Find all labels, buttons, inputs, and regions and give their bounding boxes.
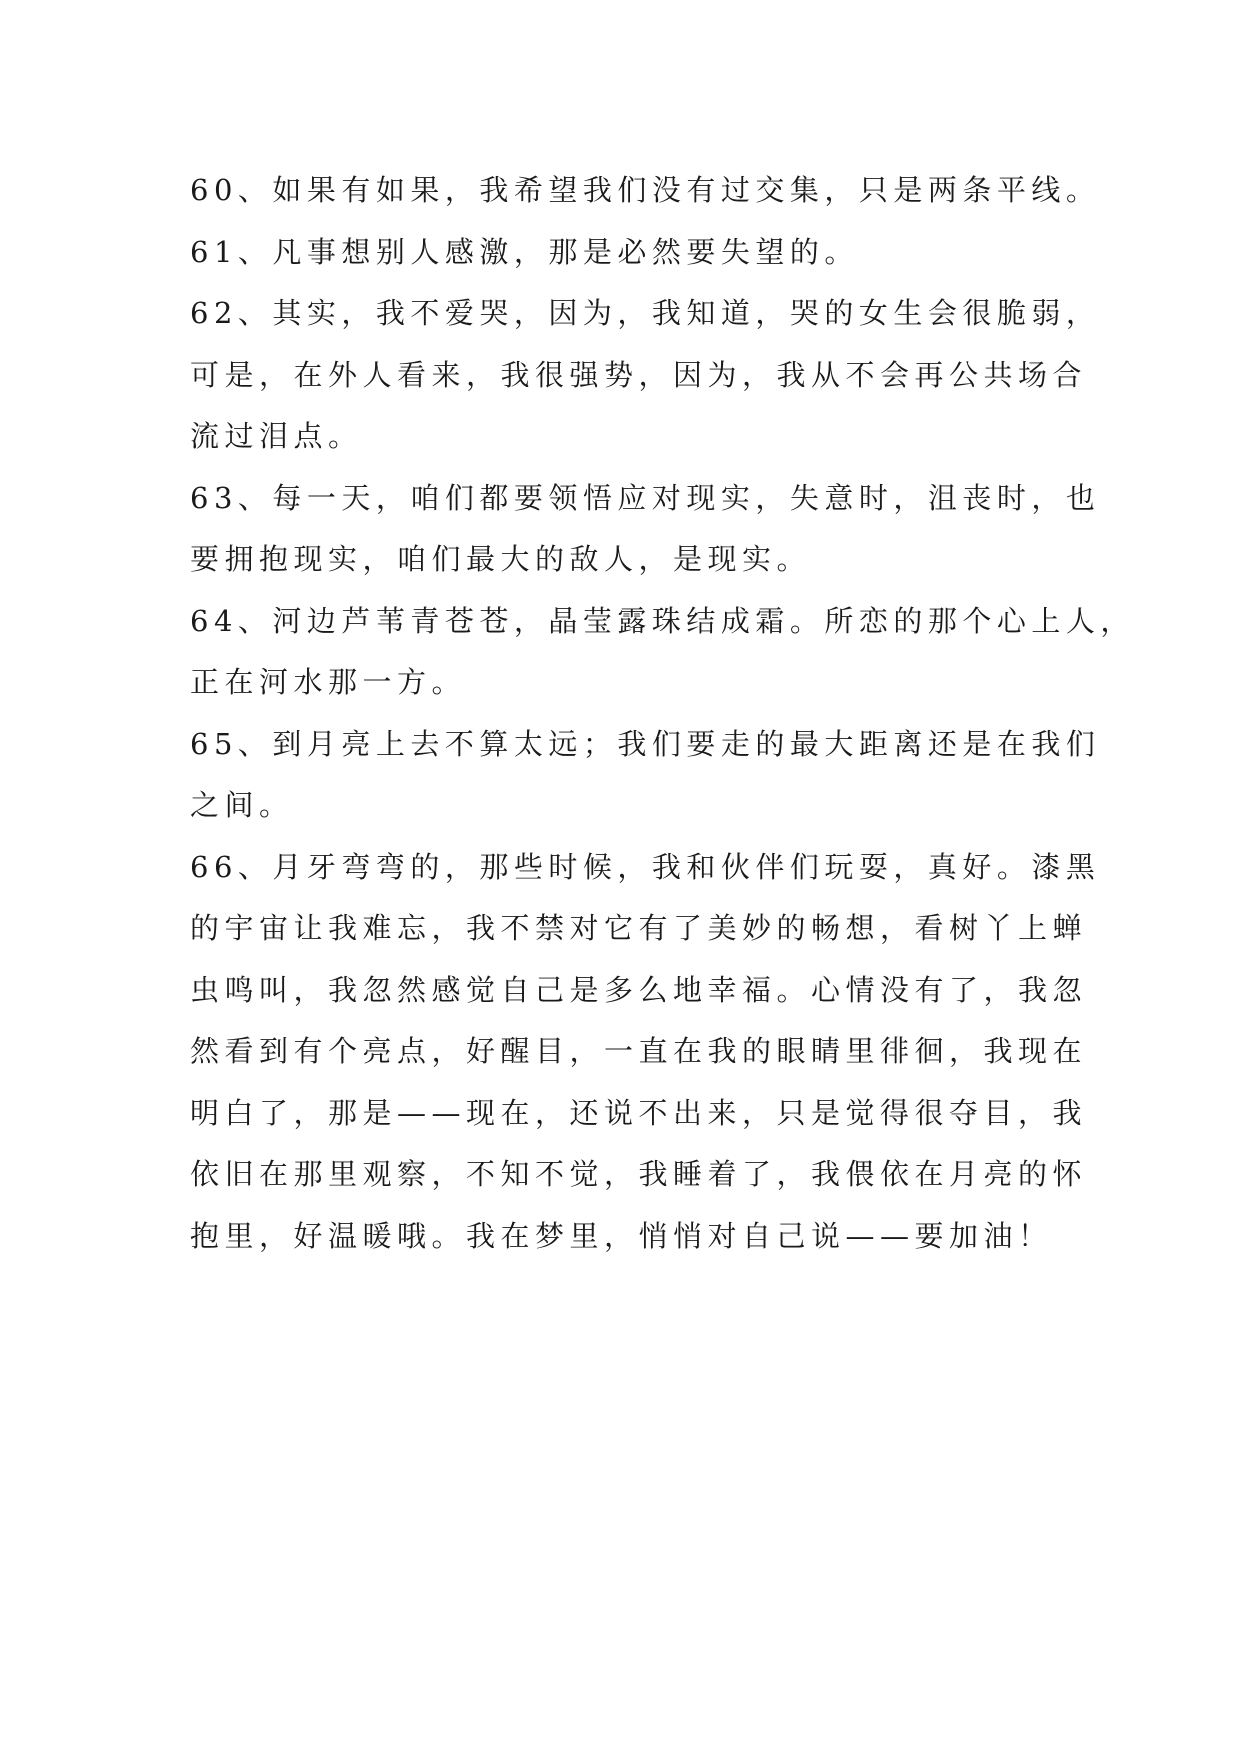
text-line-quote-63-part-1: 63、每一天，咱们都要领悟应对现实，失意时，沮丧时，也 bbox=[190, 480, 1101, 515]
text-line-quote-63-part-2: 要拥抱现实，咱们最大的敌人，是现实。 bbox=[190, 542, 812, 576]
text-line-quote-66-part-4: 然看到有个亮点，好醒目，一直在我的眼睛里徘徊，我现在 bbox=[190, 1034, 1088, 1068]
text-line-quote-66-part-1: 66、月牙弯弯的，那些时候，我和伙伴们玩耍，真好。漆黑 bbox=[190, 849, 1101, 884]
text-line-quote-62-part-1: 62、其实，我不爱哭，因为，我知道，哭的女生会很脆弱， bbox=[190, 296, 1101, 330]
text-line-quote-64-part-2: 正在河水那一方。 bbox=[190, 665, 467, 699]
text-line-quote-65-part-1: 65、到月亮上去不算太远；我们要走的最大距离还是在我们 bbox=[190, 726, 1101, 761]
text-line-quote-66-part-5: 明白了，那是——现在，还说不出来，只是觉得很夺目，我 bbox=[190, 1095, 1088, 1130]
text-line-quote-62-part-2: 可是，在外人看来，我很强势，因为，我从不会再公共场合 bbox=[190, 357, 1088, 392]
text-line-quote-66-part-6: 依旧在那里观察，不知不觉，我睡着了，我偎依在月亮的怀 bbox=[190, 1157, 1088, 1191]
text-line-quote-62-part-3: 流过泪点。 bbox=[190, 419, 363, 453]
quote-text-block bbox=[190, 160, 1135, 1267]
text-line-quote-61: 61、凡事想别人感激，那是必然要失望的。 bbox=[190, 234, 859, 269]
text-line-quote-66-part-2: 的宇宙让我难忘，我不禁对它有了美妙的畅想，看树丫上蝉 bbox=[190, 911, 1088, 945]
text-line-quote-64-part-1: 64、河边芦苇青苍苍，晶莹露珠结成霜。所恋的那个心上人， bbox=[190, 603, 1135, 638]
text-line-quote-66-part-3: 虫鸣叫，我忽然感觉自己是多么地幸福。心情没有了，我忽 bbox=[190, 972, 1088, 1007]
text-line-quote-65-part-2: 之间。 bbox=[190, 788, 294, 822]
text-line-quote-66-part-7: 抱里，好温暖哦。我在梦里，悄悄对自己说——要加油！ bbox=[190, 1218, 1053, 1253]
text-line-quote-60: 60、如果有如果，我希望我们没有过交集，只是两条平线。 bbox=[190, 173, 1101, 207]
